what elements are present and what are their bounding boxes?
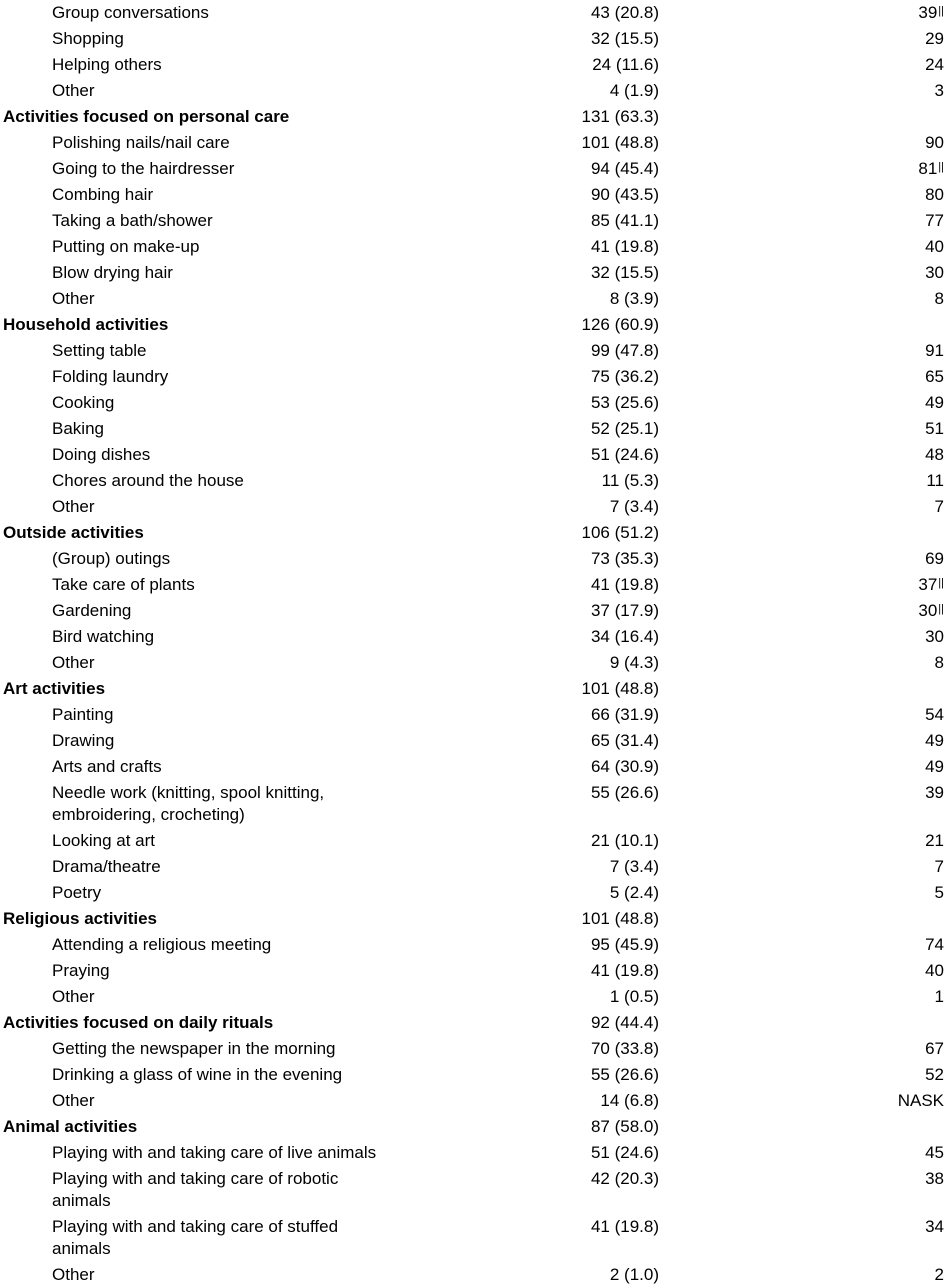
- n-percent-value: 101 (48.8): [581, 909, 659, 928]
- count-number: 49: [925, 393, 944, 412]
- count-number: 40: [925, 961, 944, 980]
- count-number: 48: [925, 445, 944, 464]
- count-number: 30: [925, 263, 944, 282]
- activity-row: [0, 1036, 947, 1062]
- count-value: [935, 1262, 944, 1288]
- activity-label: Chores around the house: [52, 471, 244, 490]
- count-value: [935, 494, 944, 520]
- activity-label: Painting: [52, 705, 114, 724]
- count-number: 67: [925, 1039, 944, 1058]
- n-percent-value: 41 (19.8): [590, 1217, 659, 1236]
- count-number: 11: [926, 471, 944, 490]
- count-value: [926, 468, 944, 494]
- count-number: 90: [925, 133, 944, 152]
- n-percent-value: 52 (25.1): [590, 419, 659, 438]
- activity-label: Drawing: [52, 731, 115, 750]
- count-value: [935, 286, 944, 312]
- n-percent-value: 70 (33.8): [590, 1039, 659, 1058]
- count-value: [925, 1036, 944, 1062]
- count-number: 52: [925, 1065, 944, 1084]
- count-value: [925, 52, 944, 78]
- activity-row: [0, 78, 947, 104]
- activity-label: Other: [52, 987, 95, 1006]
- n-percent-value: 24 (11.6): [592, 55, 659, 74]
- activity-row: [0, 468, 947, 494]
- count-number: 39: [918, 3, 938, 22]
- activity-label: Shopping: [52, 29, 124, 48]
- count-value: [925, 130, 944, 156]
- count-value: [925, 208, 944, 234]
- n-percent-value: 126 (60.9): [581, 315, 659, 334]
- activity-label: Other: [52, 81, 95, 100]
- activity-row: [0, 1140, 947, 1166]
- n-percent-value: 75 (36.2): [590, 367, 659, 386]
- n-percent-value: 32 (15.5): [590, 29, 659, 48]
- count-number: 80: [925, 185, 944, 204]
- n-percent-value: 51 (24.6): [590, 1143, 659, 1162]
- activity-label: Helping others: [52, 55, 162, 74]
- n-percent-value: 41 (19.8): [590, 237, 659, 256]
- n-percent-value: 55 (26.6): [590, 783, 659, 802]
- n-percent-value: 64 (30.9): [590, 757, 659, 776]
- count-number: 1: [934, 987, 944, 1006]
- count-value: [918, 572, 944, 598]
- n-percent-value: 11 (5.3): [601, 471, 659, 490]
- activity-row: [0, 624, 947, 650]
- count-value: [935, 650, 944, 676]
- footnote-mark: ||: [938, 577, 944, 589]
- activity-label: Attending a religious meeting: [52, 935, 272, 954]
- activity-label: Poetry: [52, 883, 102, 902]
- activity-row: [0, 702, 947, 728]
- n-percent-value: 1 (0.5): [609, 987, 659, 1006]
- n-percent-value: 4 (1.9): [609, 81, 659, 100]
- activity-label: Folding laundry: [52, 367, 169, 386]
- category-row: [0, 1114, 947, 1140]
- activity-row: [0, 650, 947, 676]
- count-value: [925, 754, 944, 780]
- n-percent-value: 53 (25.6): [590, 393, 659, 412]
- count-value: [925, 702, 944, 728]
- activity-label: Putting on make-up: [52, 237, 200, 256]
- count-value: [925, 958, 944, 984]
- n-percent-value: 106 (51.2): [581, 523, 659, 542]
- count-value: [918, 156, 944, 182]
- footnote-mark: ||: [938, 5, 944, 17]
- count-number: 77: [925, 211, 944, 230]
- n-percent-value: 99 (47.8): [590, 341, 659, 360]
- activity-row: [0, 1214, 947, 1262]
- n-percent-value: 85 (41.1): [590, 211, 659, 230]
- n-percent-value: 41 (19.8): [590, 961, 659, 980]
- activity-row: [0, 984, 947, 1010]
- n-percent-value: 41 (19.8): [590, 575, 659, 594]
- n-percent-value: 43 (20.8): [590, 3, 659, 22]
- count-number: 30: [918, 601, 938, 620]
- n-percent-value: 7 (3.4): [609, 497, 659, 516]
- count-value: [925, 416, 944, 442]
- activity-row: [0, 828, 947, 854]
- category-label: Activities focused on personal care: [3, 107, 290, 126]
- activity-row: [0, 182, 947, 208]
- count-value: [935, 854, 944, 880]
- count-number: 29: [925, 29, 944, 48]
- category-row: [0, 520, 947, 546]
- count-value: [925, 1214, 944, 1240]
- count-number: 49: [925, 731, 944, 750]
- count-number: 45: [925, 1143, 944, 1162]
- activity-row: [0, 572, 947, 598]
- count-value: [925, 1166, 944, 1192]
- count-number: NASK: [897, 1091, 944, 1110]
- n-percent-value: 101 (48.8): [581, 679, 659, 698]
- activity-label: Doing dishes: [52, 445, 151, 464]
- activity-label: Drinking a glass of wine in the evening: [52, 1065, 343, 1084]
- activity-row: [0, 728, 947, 754]
- activity-label: Praying: [52, 961, 110, 980]
- activity-label: Getting the newspaper in the morning: [52, 1039, 336, 1058]
- count-value: [925, 260, 944, 286]
- count-value: [925, 780, 944, 806]
- n-percent-value: 32 (15.5): [590, 263, 659, 282]
- count-number: 21: [925, 831, 944, 850]
- count-number: 24: [925, 55, 944, 74]
- count-number: 39: [925, 783, 944, 802]
- n-percent-value: 37 (17.9): [590, 601, 659, 620]
- count-value: [918, 598, 944, 624]
- count-number: 8: [934, 653, 944, 672]
- activity-label: Polishing nails/nail care: [52, 133, 230, 152]
- activity-row: [0, 52, 947, 78]
- count-value: [925, 338, 944, 364]
- count-value: [925, 828, 944, 854]
- activity-row: [0, 546, 947, 572]
- activity-label: Other: [52, 1265, 95, 1284]
- count-number: 5: [934, 883, 944, 902]
- activity-label: Take care of plants: [52, 575, 195, 594]
- activity-label: Playing with and taking care of robotic animals: [52, 1169, 339, 1210]
- activity-row: [0, 234, 947, 260]
- n-percent-value: 90 (43.5): [590, 185, 659, 204]
- activity-row: [0, 156, 947, 182]
- count-number: 8: [934, 289, 944, 308]
- activity-row: [0, 1166, 947, 1214]
- count-value: [925, 26, 944, 52]
- activity-label: Bird watching: [52, 627, 155, 646]
- activity-label: Blow drying hair: [52, 263, 173, 282]
- activity-row: [0, 442, 947, 468]
- activity-row: [0, 1088, 947, 1114]
- count-number: 54: [925, 705, 944, 724]
- n-percent-value: 8 (3.9): [609, 289, 659, 308]
- count-number: 81: [918, 159, 938, 178]
- activity-label: Other: [52, 1091, 95, 1110]
- activity-label: Group conversations: [52, 3, 209, 22]
- activity-row: [0, 286, 947, 312]
- n-percent-value: 14 (6.8): [600, 1091, 659, 1110]
- activity-row: [0, 0, 947, 26]
- activity-label: Combing hair: [52, 185, 154, 204]
- activity-label: Other: [52, 497, 95, 516]
- activity-row: [0, 880, 947, 906]
- count-number: 3: [934, 81, 944, 100]
- n-percent-value: 73 (35.3): [590, 549, 659, 568]
- activity-row: [0, 854, 947, 880]
- n-percent-value: 66 (31.9): [590, 705, 659, 724]
- count-number: 2: [934, 1265, 944, 1284]
- activity-label: Cooking: [52, 393, 115, 412]
- activity-row: [0, 416, 947, 442]
- activity-label: Gardening: [52, 601, 132, 620]
- count-value: [925, 442, 944, 468]
- activity-row: [0, 780, 947, 828]
- activity-row: [0, 130, 947, 156]
- activity-row: [0, 932, 947, 958]
- count-value: [925, 1062, 944, 1088]
- n-percent-value: 131 (63.3): [581, 107, 659, 126]
- n-percent-value: 92 (44.4): [590, 1013, 659, 1032]
- activity-label: Baking: [52, 419, 104, 438]
- activity-label: Setting table: [52, 341, 147, 360]
- count-number: 7: [934, 857, 944, 876]
- activity-row: [0, 754, 947, 780]
- n-percent-value: 21 (10.1): [590, 831, 659, 850]
- n-percent-value: 55 (26.6): [590, 1065, 659, 1084]
- activity-row: [0, 958, 947, 984]
- activity-label: Going to the hairdresser: [52, 159, 235, 178]
- count-value: [898, 1088, 944, 1114]
- count-value: [925, 234, 944, 260]
- count-value: [925, 364, 944, 390]
- category-row: [0, 312, 947, 338]
- n-percent-value: 7 (3.4): [609, 857, 659, 876]
- category-row: [0, 906, 947, 932]
- activity-row: [0, 1262, 947, 1288]
- count-number: 65: [925, 367, 944, 386]
- count-number: 38: [925, 1169, 944, 1188]
- n-percent-value: 9 (4.3): [609, 653, 659, 672]
- activity-row: [0, 26, 947, 52]
- count-value: [925, 182, 944, 208]
- n-percent-value: 87 (58.0): [590, 1117, 659, 1136]
- n-percent-value: 42 (20.3): [590, 1169, 659, 1188]
- activity-row: [0, 260, 947, 286]
- n-percent-value: 94 (45.4): [590, 159, 659, 178]
- activity-label: Other: [52, 653, 95, 672]
- count-number: 91: [925, 341, 944, 360]
- category-label: Household activities: [3, 315, 169, 334]
- activity-row: [0, 494, 947, 520]
- category-label: Outside activities: [3, 523, 144, 542]
- count-number: 40: [925, 237, 944, 256]
- footnote-mark: ||: [938, 603, 944, 615]
- count-number: 7: [934, 497, 944, 516]
- activity-label: Taking a bath/shower: [52, 211, 213, 230]
- footnote-mark: ||: [938, 161, 944, 173]
- activity-label: Needle work (knitting, spool knitting, embroidering, crocheting): [52, 783, 325, 824]
- count-value: [918, 0, 944, 26]
- activity-label: Playing with and taking care of stuffed animals: [52, 1217, 339, 1258]
- n-percent-value: 2 (1.0): [609, 1265, 659, 1284]
- count-number: 37: [918, 575, 938, 594]
- count-value: [925, 546, 944, 572]
- count-value: [925, 728, 944, 754]
- count-number: 34: [925, 1217, 944, 1236]
- count-value: [935, 78, 944, 104]
- count-value: [925, 1140, 944, 1166]
- n-percent-value: 95 (45.9): [590, 935, 659, 954]
- category-label: Activities focused on daily rituals: [3, 1013, 274, 1032]
- category-label: Animal activities: [3, 1117, 138, 1136]
- count-value: [925, 932, 944, 958]
- activity-label: Arts and crafts: [52, 757, 162, 776]
- category-row: [0, 676, 947, 702]
- activity-row: [0, 390, 947, 416]
- count-number: 74: [925, 935, 944, 954]
- activity-label: (Group) outings: [52, 549, 171, 568]
- activity-row: [0, 1062, 947, 1088]
- n-percent-value: 5 (2.4): [609, 883, 659, 902]
- category-row: [0, 1010, 947, 1036]
- count-value: [925, 390, 944, 416]
- activity-label: Drama/theatre: [52, 857, 161, 876]
- count-number: 49: [925, 757, 944, 776]
- activity-row: [0, 338, 947, 364]
- n-percent-value: 101 (48.8): [581, 133, 659, 152]
- n-percent-value: 51 (24.6): [590, 445, 659, 464]
- activity-row: [0, 208, 947, 234]
- activity-row: [0, 598, 947, 624]
- category-label: Art activities: [3, 679, 106, 698]
- activity-label: Looking at art: [52, 831, 156, 850]
- count-value: [935, 984, 944, 1010]
- count-number: 51: [925, 419, 944, 438]
- category-label: Religious activities: [3, 909, 157, 928]
- category-row: [0, 104, 947, 130]
- n-percent-value: 34 (16.4): [590, 627, 659, 646]
- activity-label: Playing with and taking care of live animals: [52, 1143, 377, 1162]
- activity-label: Other: [52, 289, 95, 308]
- count-value: [925, 624, 944, 650]
- n-percent-value: 65 (31.4): [590, 731, 659, 750]
- count-number: 30: [925, 627, 944, 646]
- count-value: [935, 880, 944, 906]
- activity-row: [0, 364, 947, 390]
- count-number: 69: [925, 549, 944, 568]
